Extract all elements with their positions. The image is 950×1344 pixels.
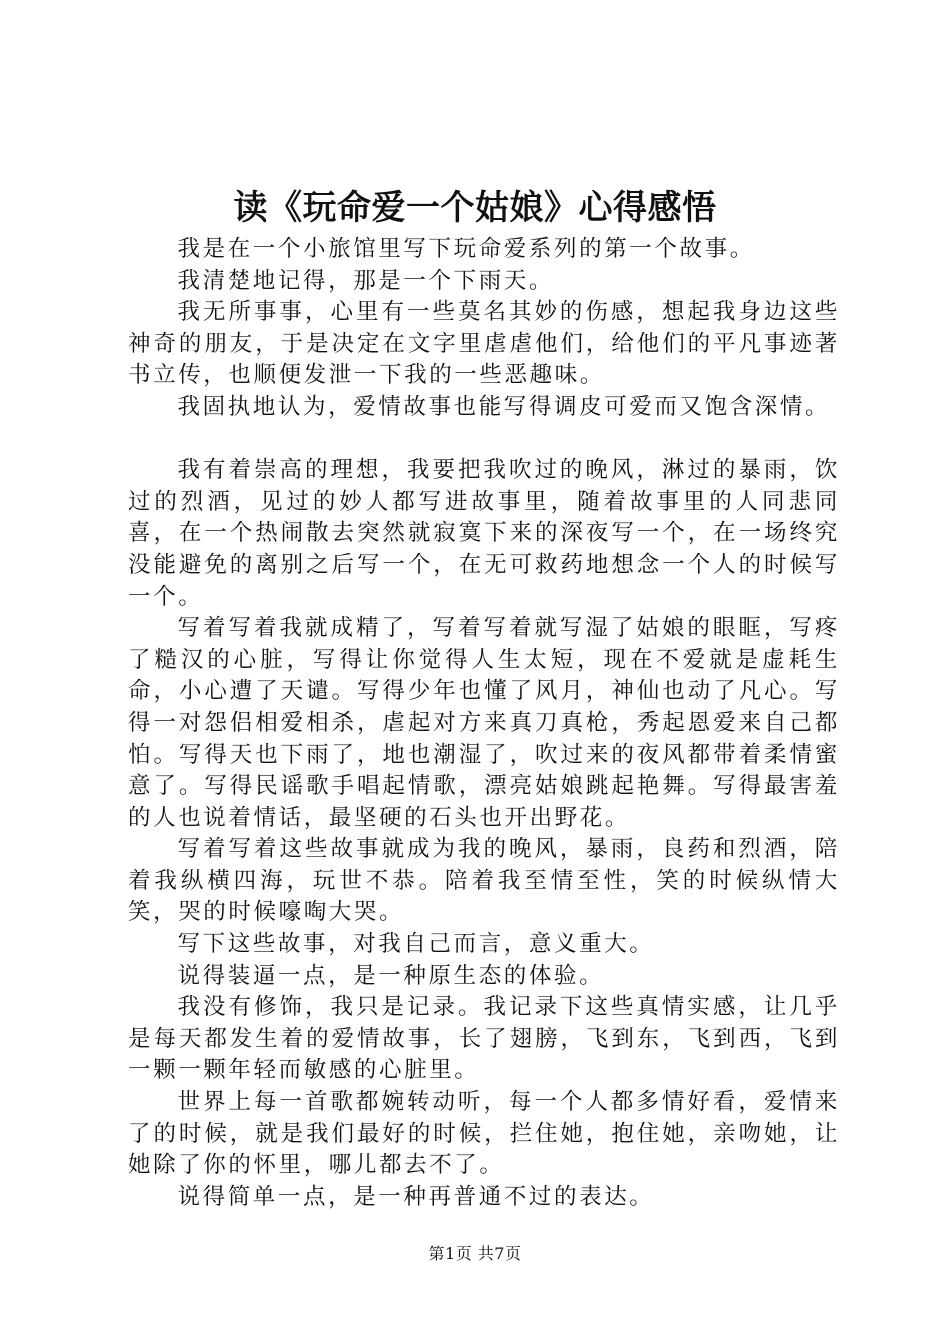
paragraph-6: 写着写着我就成精了，写着写着就写湿了姑娘的眼眶，写疼了糙汉的心脏，写得让你觉得人生太短，现在不爱就是虚耗生命，小心遭了天谴。写得少年也懂了风月，神仙也动了凡心。写得一对怨侣相爱相杀，虐起对方来真刀真枪，秀起恩爱来自己都怕。写得天也下雨了，地也潮湿了，吹过来的夜风都带着柔情蜜意了。写得民谣歌手唱起情歌，漂亮姑娘跳起艳舞。写得最害羞的人也说着情话，最坚硬的石头也开出野花。 [128, 615, 840, 831]
paragraph-8: 写下这些故事，对我自己而言，意义重大。 [177, 931, 655, 958]
paragraph-3: 我无所事事，心里有一些莫名其妙的伤感，想起我身边这些神奇的朋友，于是决定在文字里虐虐他们，给他们的平凡事迹著书立传，也顺便发泄一下我的一些恶趣味。 [128, 299, 840, 389]
paragraph-7: 写着写着这些故事就成为我的晚风，暴雨，良药和烈酒，陪着我纵横四海，玩世不恭。陪着我至情至性，笑的时候纵情大笑，哭的时候嚎啕大哭。 [128, 836, 840, 926]
paragraph-2: 我清楚地记得，那是一个下雨天。 [177, 267, 555, 294]
paragraph-11: 世界上每一首歌都婉转动听，每一个人都多情好看，爱情来了的时候，就是我们最好的时候，拦住她，抱住她，亲吻她，让她除了你的怀里，哪儿都去不了。 [128, 1089, 840, 1179]
paragraph-spacer [128, 424, 840, 456]
paragraph-4: 我固执地认为，爱情故事也能写得调皮可爱而又饱含深情。 [177, 393, 831, 420]
paragraph-10: 我没有修饰，我只是记录。我记录下这些真情实感，让几乎是每天都发生着的爱情故事，长了翅膀，飞到东，飞到西，飞到一颗一颗年轻而敏感的心脏里。 [128, 994, 840, 1084]
page-number-footer: 第1页 共7页 [428, 1244, 522, 1263]
document-body [128, 234, 840, 1213]
document-title: 读《玩命爱一个姑娘》心得感悟 [233, 188, 717, 228]
paragraph-5: 我有着崇高的理想，我要把我吹过的晚风，淋过的暴雨，饮过的烈酒，见过的妙人都写进故事里，随着故事里的人同悲同喜，在一个热闹散去突然就寂寞下来的深夜写一个，在一场终究没能避免的离别之后写一个，在无可救药地想念一个人的时候写一个。 [128, 457, 840, 610]
paragraph-9: 说得装逼一点，是一种原生态的体验。 [177, 962, 605, 989]
paragraph-1: 我是在一个小旅馆里写下玩命爱系列的第一个故事。 [177, 236, 755, 262]
paragraph-12: 说得简单一点，是一种再普通不过的表达。 [177, 1183, 655, 1210]
